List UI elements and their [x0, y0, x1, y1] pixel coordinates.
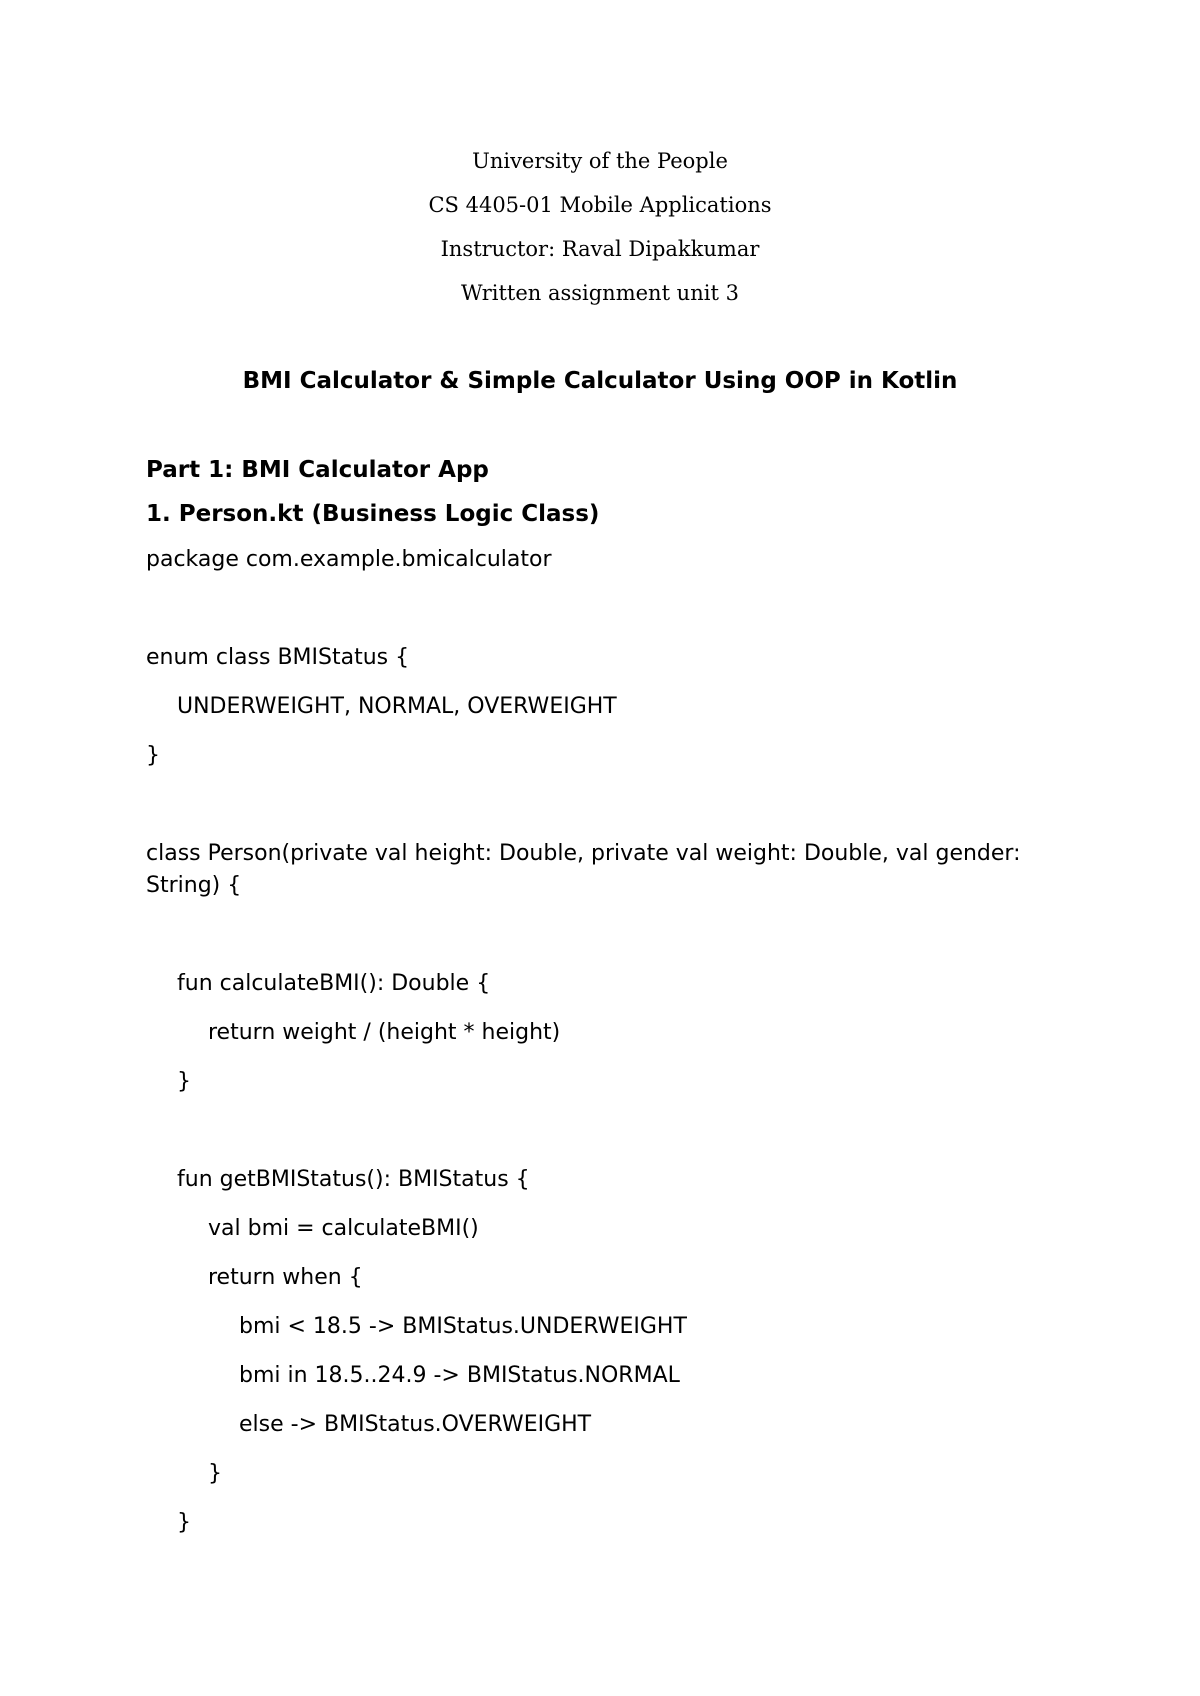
assignment-name: Written assignment unit 3: [461, 281, 739, 305]
code-enum-open: enum class BMIStatus {: [146, 645, 410, 670]
code-case-underweight: bmi < 18.5 -> BMIStatus.UNDERWEIGHT: [239, 1314, 687, 1339]
code-case-normal: bmi in 18.5..24.9 -> BMIStatus.NORMAL: [239, 1363, 680, 1388]
code-case-else: else -> BMIStatus.OVERWEIGHT: [239, 1412, 592, 1437]
code-calculate-return: return weight / (height * height): [208, 1020, 561, 1045]
code-val-bmi: val bmi = calculateBMI(): [208, 1216, 479, 1241]
part1-heading: Part 1: BMI Calculator App: [146, 457, 489, 483]
code-calculate-fun-close: }: [177, 1069, 191, 1094]
code-enum-close: }: [146, 743, 160, 768]
code-package-line: package com.example.bmicalculator: [146, 547, 552, 572]
code-calculate-fun-open: fun calculateBMI(): Double {: [177, 971, 491, 996]
course-name: CS 4405-01 Mobile Applications: [428, 193, 772, 217]
instructor-name: Instructor: Raval Dipakkumar: [440, 237, 760, 261]
code-enum-values: UNDERWEIGHT, NORMAL, OVERWEIGHT: [177, 694, 617, 719]
code-when-close: }: [208, 1461, 222, 1486]
code-status-fun-open: fun getBMIStatus(): BMIStatus {: [177, 1167, 530, 1192]
university-name: University of the People: [472, 149, 728, 173]
code-status-fun-close: }: [177, 1510, 191, 1535]
person-kt-heading: 1. Person.kt (Business Logic Class): [146, 501, 600, 527]
code-return-when: return when {: [208, 1265, 363, 1290]
document-title: BMI Calculator & Simple Calculator Using OOP in Kotlin: [242, 368, 958, 394]
code-class-declaration: class Person(private val height: Double, private val weight: Double, val gender: String) {: [146, 841, 1021, 898]
